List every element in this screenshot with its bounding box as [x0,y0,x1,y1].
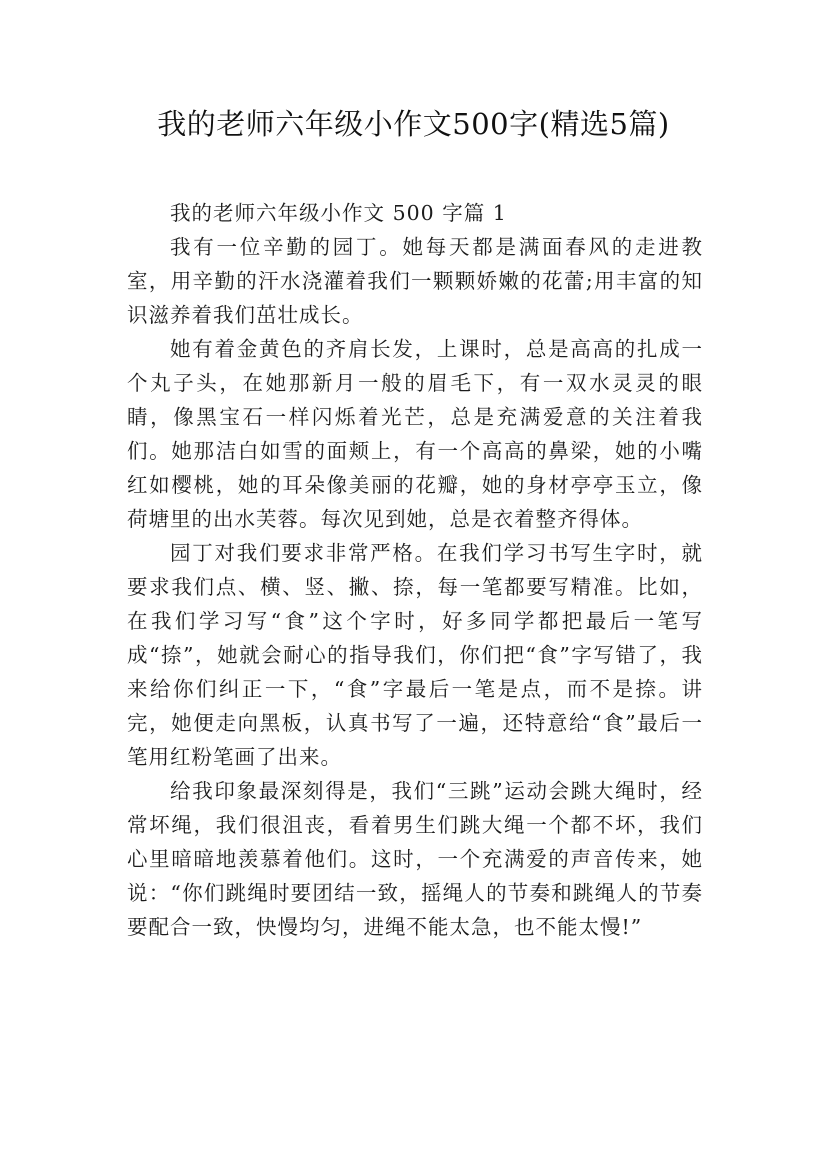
paragraph-3: 园丁对我们要求非常严格。在我们学习书写生字时，就要求我们点、横、竖、撇、捺，每一笔都要写精准。比如，在我们学习写“食”这个字时，好多同学都把最后一笔写成“捺”，她就会耐心的指导我们，你们把“食”字写错了，我来给你们纠正一下，“食”字最后一笔是点，而不是捺。讲完，她便走向黑板，认真书写了一遍，还特意给“食”最后一笔用红粉笔画了出来。 [127,541,703,769]
section-heading: 我的老师六年级小作文 500 字篇 1 [170,201,507,225]
document-title: 我的老师六年级小作文500字(精选5篇) [157,107,670,141]
document-body [127,196,703,944]
paragraph-2: 她有着金黄色的齐肩长发，上课时，总是高高的扎成一个丸子头，在她那新月一般的眉毛下，有一双水灵灵的眼睛，像黑宝石一样闪烁着光芒，总是充满爱意的关注着我们。她那洁白如雪的面颊上，有一个高高的鼻梁，她的小嘴红如樱桃，她的耳朵像美丽的花瓣，她的身材亭亭玉立，像荷塘里的出水芙蓉。每次见到她，总是衣着整齐得体。 [127,337,703,531]
paragraph-1: 我有一位辛勤的园丁。她每天都是满面春风的走进教室，用辛勤的汗水浇灌着我们一颗颗娇嫩的花蕾;用丰富的知识滋养着我们茁壮成长。 [127,235,703,327]
paragraph-4: 给我印象最深刻得是，我们“三跳”运动会跳大绳时，经常坏绳，我们很沮丧，看着男生们跳大绳一个都不坏，我们心里暗暗地羡慕着他们。这时，一个充满爱的声音传来，她说：“你们跳绳时要团结一致，摇绳人的节奏和跳绳人的节奏要配合一致，快慢均匀，进绳不能太急，也不能太慢!” [127,779,703,939]
